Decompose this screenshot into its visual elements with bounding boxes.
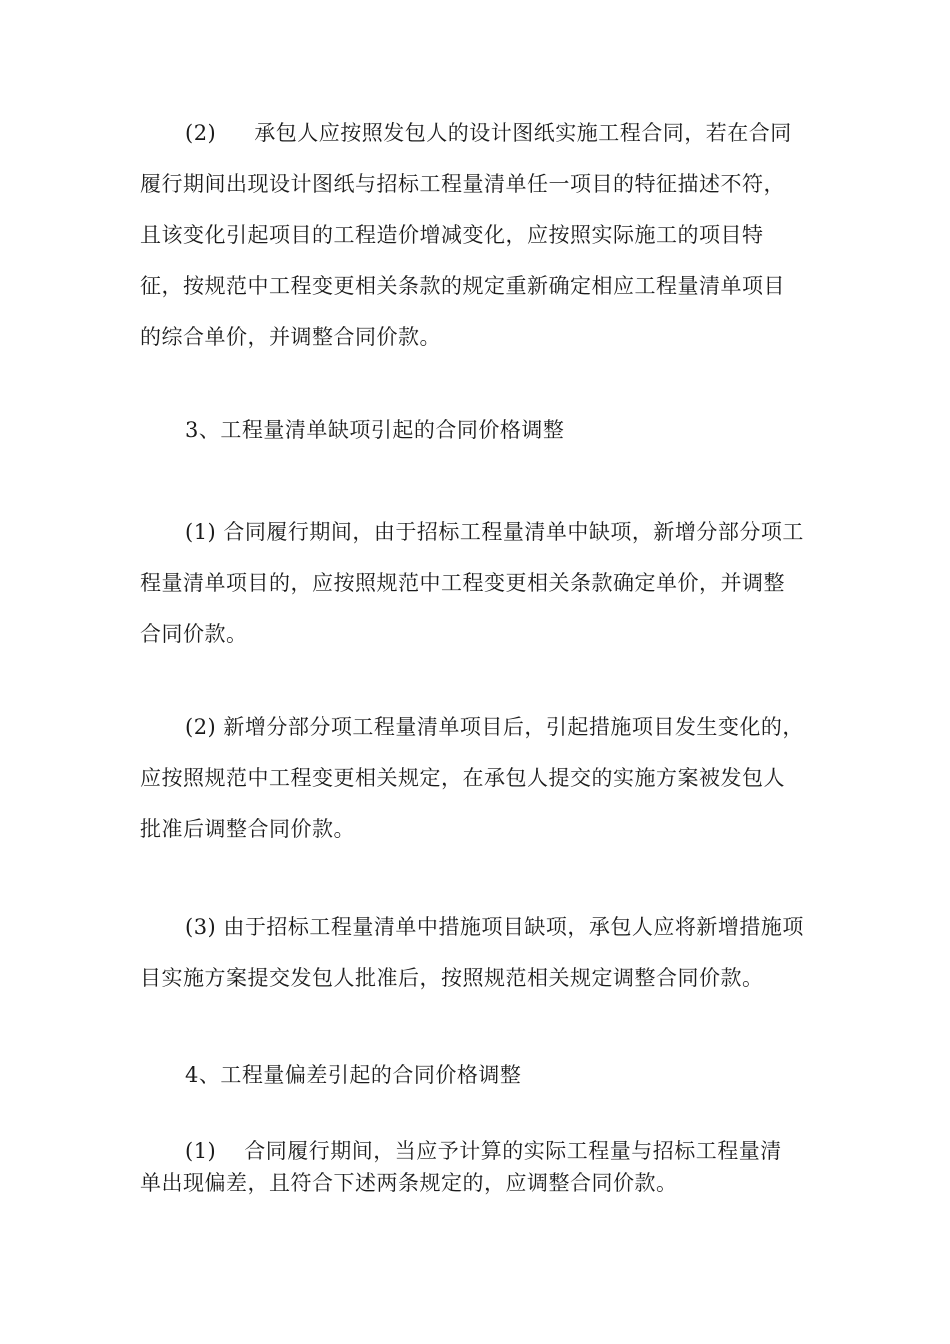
paragraph-line: (2) 新增分部分项工程量清单项目后，引起措施项目发生变化的，	[185, 715, 804, 739]
section-heading-3	[140, 410, 840, 450]
paragraph-line: 征，按规范中工程变更相关条款的规定重新确定相应工程量清单项目	[140, 274, 785, 298]
paragraph-quantity-deviation	[140, 1135, 840, 1199]
paragraph-line: (3) 由于招标工程量清单中措施项目缺项，承包人应将新增措施项	[185, 915, 804, 939]
item-number: (1)	[185, 1139, 217, 1163]
paragraph-line: (1) 合同履行期间，由于招标工程量清单中缺项，新增分部分项工	[185, 520, 804, 544]
paragraph-line: (2) 承包人应按照发包人的设计图纸实施工程合同，若在合同	[185, 121, 792, 145]
paragraph-line: 应按照规范中工程变更相关规定，在承包人提交的实施方案被发包人	[140, 766, 785, 790]
paragraph-measure-missing	[140, 902, 840, 1004]
paragraph-line: 履行期间出现设计图纸与招标工程量清单任一项目的特征描述不符，	[140, 172, 785, 196]
paragraph-line: (1) 合同履行期间，当应予计算的实际工程量与招标工程量清	[185, 1139, 782, 1163]
item-number: (2)	[185, 121, 217, 145]
paragraph-line: 批准后调整合同价款。	[140, 817, 355, 841]
paragraph-line: 单出现偏差，且符合下述两条规定的，应调整合同价款。	[140, 1171, 678, 1195]
paragraph-measure-changes	[140, 702, 840, 855]
paragraph-design-drawings	[140, 108, 840, 363]
paragraph-line: 目实施方案提交发包人批准后，按照规范相关规定调整合同价款。	[140, 966, 764, 990]
paragraph-missing-items	[140, 507, 840, 660]
heading-text: 3、工程量清单缺项引起的合同价格调整	[185, 418, 565, 442]
section-heading-4	[140, 1055, 840, 1095]
paragraph-line: 合同价款。	[140, 622, 248, 646]
heading-text: 4、工程量偏差引起的合同价格调整	[185, 1063, 522, 1087]
paragraph-line: 程量清单项目的，应按照规范中工程变更相关条款确定单价，并调整	[140, 571, 785, 595]
paragraph-line: 的综合单价，并调整合同价款。	[140, 325, 441, 349]
paragraph-line: 且该变化引起项目的工程造价增减变化，应按照实际施工的项目特	[140, 223, 764, 247]
